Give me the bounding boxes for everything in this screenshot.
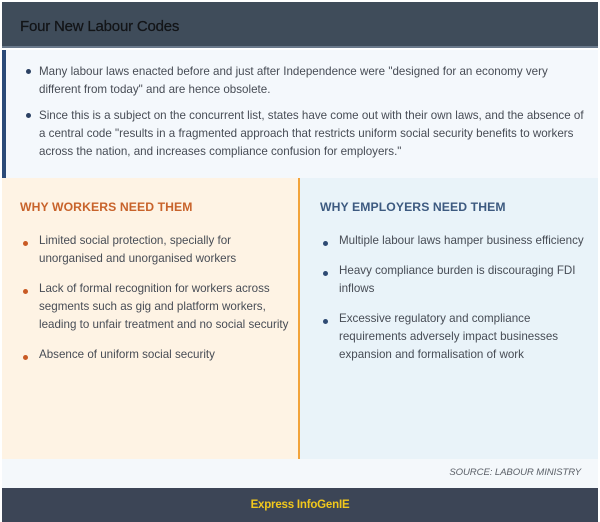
- workers-bullet: [22, 346, 292, 364]
- workers-list: [22, 232, 292, 376]
- intro-bullet: [24, 63, 584, 99]
- employers-bullet: [322, 232, 592, 250]
- workers-bullet-text: Absence of uniform social security: [39, 348, 215, 361]
- infographic: [2, 2, 598, 522]
- bullet-icon: [23, 241, 28, 246]
- footer-bar: [2, 488, 598, 522]
- source-credit: SOURCE: LABOUR MINISTRY: [449, 467, 581, 478]
- intro-bullet: [24, 107, 584, 161]
- intro-list: [24, 63, 584, 169]
- workers-bullet: [22, 280, 292, 334]
- employers-bullet-text: Multiple labour laws hamper business efficiency: [339, 234, 584, 247]
- bullet-icon: [323, 241, 328, 246]
- employers-bullet: [322, 310, 592, 364]
- intro-section: [2, 50, 598, 178]
- employers-bullet-text: Excessive regulatory and compliance requirements adversely impact businesses expansion and formalisation of work: [339, 312, 559, 361]
- bullet-icon: [323, 319, 328, 324]
- infographic-title: Four New Labour Codes: [20, 18, 180, 35]
- employers-bullet: [322, 262, 592, 298]
- bullet-icon: [26, 113, 31, 118]
- workers-bullet: [22, 232, 292, 268]
- workers-heading: WHY WORKERS NEED THEM: [20, 200, 193, 214]
- workers-bullet-text: Lack of formal recognition for workers across segments such as gig and platform workers, leading to unfair treatment and no social security: [39, 282, 289, 331]
- employers-heading: WHY EMPLOYERS NEED THEM: [320, 200, 506, 214]
- intro-bullet-text: Many labour laws enacted before and just after Independence were "designed for an economy very different from today" and are hence obsolete.: [39, 65, 548, 96]
- employers-column: [300, 178, 598, 459]
- source-bar: [2, 459, 598, 488]
- workers-bullet-text: Limited social protection, specially for unorganised and unorganised workers: [39, 234, 237, 265]
- bullet-icon: [23, 289, 28, 294]
- intro-bullet-text: Since this is a subject on the concurrent list, states have come out with their own laws, and the absence of a central code "results in a fragmented approach that restricts uniform social security benefits to workers across the nation, and increases compliance confusion for employers.": [39, 109, 584, 158]
- bullet-icon: [323, 271, 328, 276]
- bullet-icon: [26, 69, 31, 74]
- employers-list: [322, 232, 592, 376]
- title-bar: [2, 2, 598, 48]
- bullet-icon: [23, 355, 28, 360]
- brand-credit: Express InfoGenIE: [250, 499, 350, 511]
- workers-column: [2, 178, 300, 459]
- employers-bullet-text: Heavy compliance burden is discouraging FDI inflows: [339, 264, 576, 295]
